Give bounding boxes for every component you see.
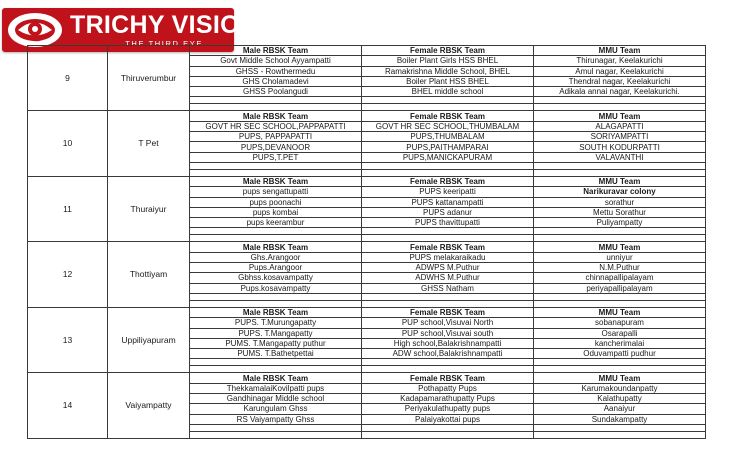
table-cell: Thirunagar, Keelakurichi [534, 56, 706, 66]
column-header: MMU Team [534, 176, 706, 186]
column-header: MMU Team [534, 111, 706, 121]
table-cell: Govt Middle School Ayyampatti [190, 56, 362, 66]
table-cell: PUPS. T.Mangapatty [190, 328, 362, 338]
table-cell: GHSS Poolangudi [190, 87, 362, 97]
table-cell: Narikuravar colony [534, 187, 706, 197]
empty-cell [190, 104, 362, 111]
column-header: MMU Team [534, 46, 706, 56]
table-cell: PUPS melakaraikadu [362, 252, 534, 262]
table-cell: Pups.kosavampatty [190, 283, 362, 293]
table-cell: RS Vaiyampatty Ghss [190, 414, 362, 424]
table-cell: PUPS,MANICKAPURAM [362, 152, 534, 162]
empty-cell [362, 162, 534, 169]
table-cell: SOUTH KODURPATTI [534, 142, 706, 152]
block-header-row [28, 307, 706, 317]
table-cell: PUPS adanur [362, 207, 534, 217]
table-cell: Palaiyakottai pups [362, 414, 534, 424]
table-cell: Kalathupatty [534, 394, 706, 404]
table-cell: ADWPS M.Puthur [362, 263, 534, 273]
table-cell: pups kombai [190, 207, 362, 217]
table-cell: GHSS Natham [362, 283, 534, 293]
empty-cell [190, 293, 362, 300]
column-header: MMU Team [534, 373, 706, 383]
column-header: Female RBSK Team [362, 373, 534, 383]
block-header-row [28, 176, 706, 186]
block-header-row [28, 111, 706, 121]
table-cell: ALAGAPATTI [534, 121, 706, 131]
table-cell: Mettu Sorathur [534, 207, 706, 217]
block-number: 12 [28, 242, 108, 307]
block-number: 13 [28, 307, 108, 372]
table-cell: GOVT HR SEC SCHOOL,THUMBALAM [362, 121, 534, 131]
table-cell: unniyur [534, 252, 706, 262]
table-cell: Boiler Plant HSS BHEL [362, 76, 534, 86]
table-cell: PUP school,Visuvai North [362, 318, 534, 328]
column-header: Female RBSK Team [362, 111, 534, 121]
block-number: 10 [28, 111, 108, 176]
column-header: Male RBSK Team [190, 373, 362, 383]
table-cell: sobanapuram [534, 318, 706, 328]
empty-cell [534, 235, 706, 242]
empty-cell [190, 366, 362, 373]
table-cell: kancherimalai [534, 338, 706, 348]
table-cell: PUPS kattanampatti [362, 197, 534, 207]
table-cell: ThekkamalaiKovilpatti pups [190, 383, 362, 393]
table-cell: ADWHS M.Puthur [362, 273, 534, 283]
column-header: Female RBSK Team [362, 242, 534, 252]
table-cell: pups poonachi [190, 197, 362, 207]
empty-cell [362, 300, 534, 307]
table-cell: PUPS. T.Murungapatty [190, 318, 362, 328]
empty-cell [190, 162, 362, 169]
table-cell: PUPS,T.PET [190, 152, 362, 162]
empty-cell [534, 293, 706, 300]
table-cell: Kadapamarathupatty Pups [362, 394, 534, 404]
table-cell: Aanaiyur [534, 404, 706, 414]
table-cell: Karungulam Ghss [190, 404, 362, 414]
table-cell: PUPS,THUMBALAM [362, 132, 534, 142]
empty-cell [534, 97, 706, 104]
block-name: Uppiliyapuram [108, 307, 190, 372]
table-cell: pups sengattupatti [190, 187, 362, 197]
table-cell: GOVT HR SEC SCHOOL,PAPPAPATTI [190, 121, 362, 131]
block-header-row [28, 46, 706, 56]
table-cell: Adikala annai nagar, Keelakurichi. [534, 87, 706, 97]
table-cell: Boiler Plant Girls HSS BHEL [362, 56, 534, 66]
column-header: Female RBSK Team [362, 176, 534, 186]
empty-cell [190, 359, 362, 366]
column-header: Female RBSK Team [362, 307, 534, 317]
empty-cell [190, 228, 362, 235]
empty-cell [534, 169, 706, 176]
column-header: Female RBSK Team [362, 46, 534, 56]
empty-cell [534, 366, 706, 373]
table-cell: PUMS. T.Mangapatty puthur [190, 338, 362, 348]
empty-cell [534, 300, 706, 307]
empty-cell [190, 431, 362, 438]
empty-cell [534, 104, 706, 111]
table-cell: sorathur [534, 197, 706, 207]
table-cell: PUP school,Visuvai south [362, 328, 534, 338]
rbsk-team-table [27, 45, 706, 439]
table-cell: PUPS,PAITHAMPARAI [362, 142, 534, 152]
empty-cell [534, 359, 706, 366]
table-cell: PUPS keeripatti [362, 187, 534, 197]
column-header: Male RBSK Team [190, 307, 362, 317]
column-header: Male RBSK Team [190, 176, 362, 186]
table-cell: PUPS,DEVANOOR [190, 142, 362, 152]
table-cell: N.M.Puthur [534, 263, 706, 273]
empty-cell [362, 228, 534, 235]
empty-cell [362, 366, 534, 373]
empty-cell [362, 431, 534, 438]
block-name: Vaiyampatty [108, 373, 190, 438]
empty-cell [362, 104, 534, 111]
table-cell: Thendral nagar, Keelakurichi [534, 76, 706, 86]
table-cell: GHS Cholamadevi [190, 76, 362, 86]
empty-cell [362, 424, 534, 431]
table-cell: Pups.Arangoor [190, 263, 362, 273]
empty-cell [362, 293, 534, 300]
empty-cell [362, 235, 534, 242]
empty-cell [190, 235, 362, 242]
table-cell: chinnapallipalayam [534, 273, 706, 283]
block-number: 14 [28, 373, 108, 438]
table-cell: periyapallipalayam [534, 283, 706, 293]
table-cell: Ramakrishna Middle School, BHEL [362, 66, 534, 76]
eye-icon [6, 10, 64, 50]
block-name: Thottiyam [108, 242, 190, 307]
block-number: 11 [28, 176, 108, 241]
empty-cell [362, 169, 534, 176]
table-cell: Karumakoundanpatty [534, 383, 706, 393]
empty-cell [534, 431, 706, 438]
table-cell: Gandhinagar Middle school [190, 394, 362, 404]
table-cell: PUPS thavittupatti [362, 218, 534, 228]
table-cell: Ghs.Arangoor [190, 252, 362, 262]
table-cell: Puliyampatty [534, 218, 706, 228]
column-header: Male RBSK Team [190, 111, 362, 121]
empty-cell [362, 97, 534, 104]
table-cell: ADW school,Balakrishnampatti [362, 349, 534, 359]
table-cell: SORIYAMPATTI [534, 132, 706, 142]
column-header: Male RBSK Team [190, 46, 362, 56]
table-cell: BHEL middle school [362, 87, 534, 97]
table-cell: Osarapalli [534, 328, 706, 338]
table-cell: PUMS. T.Bathetpettai [190, 349, 362, 359]
block-header-row [28, 242, 706, 252]
logo-title: TRICHY VISION [70, 11, 259, 39]
table-cell: Sundakampatty [534, 414, 706, 424]
column-header: MMU Team [534, 242, 706, 252]
block-name: T Pet [108, 111, 190, 176]
table-cell: Periyakulathupatty pups [362, 404, 534, 414]
table-cell: Pothapatty Pups [362, 383, 534, 393]
column-header: Male RBSK Team [190, 242, 362, 252]
empty-cell [534, 228, 706, 235]
table-cell: PUPS, PAPPAPATTI [190, 132, 362, 142]
table-cell: VALAVANTHI [534, 152, 706, 162]
table-cell: Gbhss.kosavampatty [190, 273, 362, 283]
block-header-row [28, 373, 706, 383]
table-cell: Oduvampatti pudhur [534, 349, 706, 359]
table-cell: GHSS - Rowthermedu [190, 66, 362, 76]
empty-cell [534, 162, 706, 169]
table-cell: pups keerambur [190, 218, 362, 228]
block-number: 9 [28, 46, 108, 111]
empty-cell [534, 424, 706, 431]
block-name: Thiruverumbur [108, 46, 190, 111]
block-name: Thuraiyur [108, 176, 190, 241]
logo-tagline: THE THIRD EYE [125, 39, 203, 48]
empty-cell [190, 424, 362, 431]
empty-cell [190, 97, 362, 104]
empty-cell [190, 169, 362, 176]
column-header: MMU Team [534, 307, 706, 317]
empty-cell [190, 300, 362, 307]
table-cell: Amul nagar, Keelakurichi [534, 66, 706, 76]
empty-cell [362, 359, 534, 366]
table-cell: High school,Balakrishnampatti [362, 338, 534, 348]
